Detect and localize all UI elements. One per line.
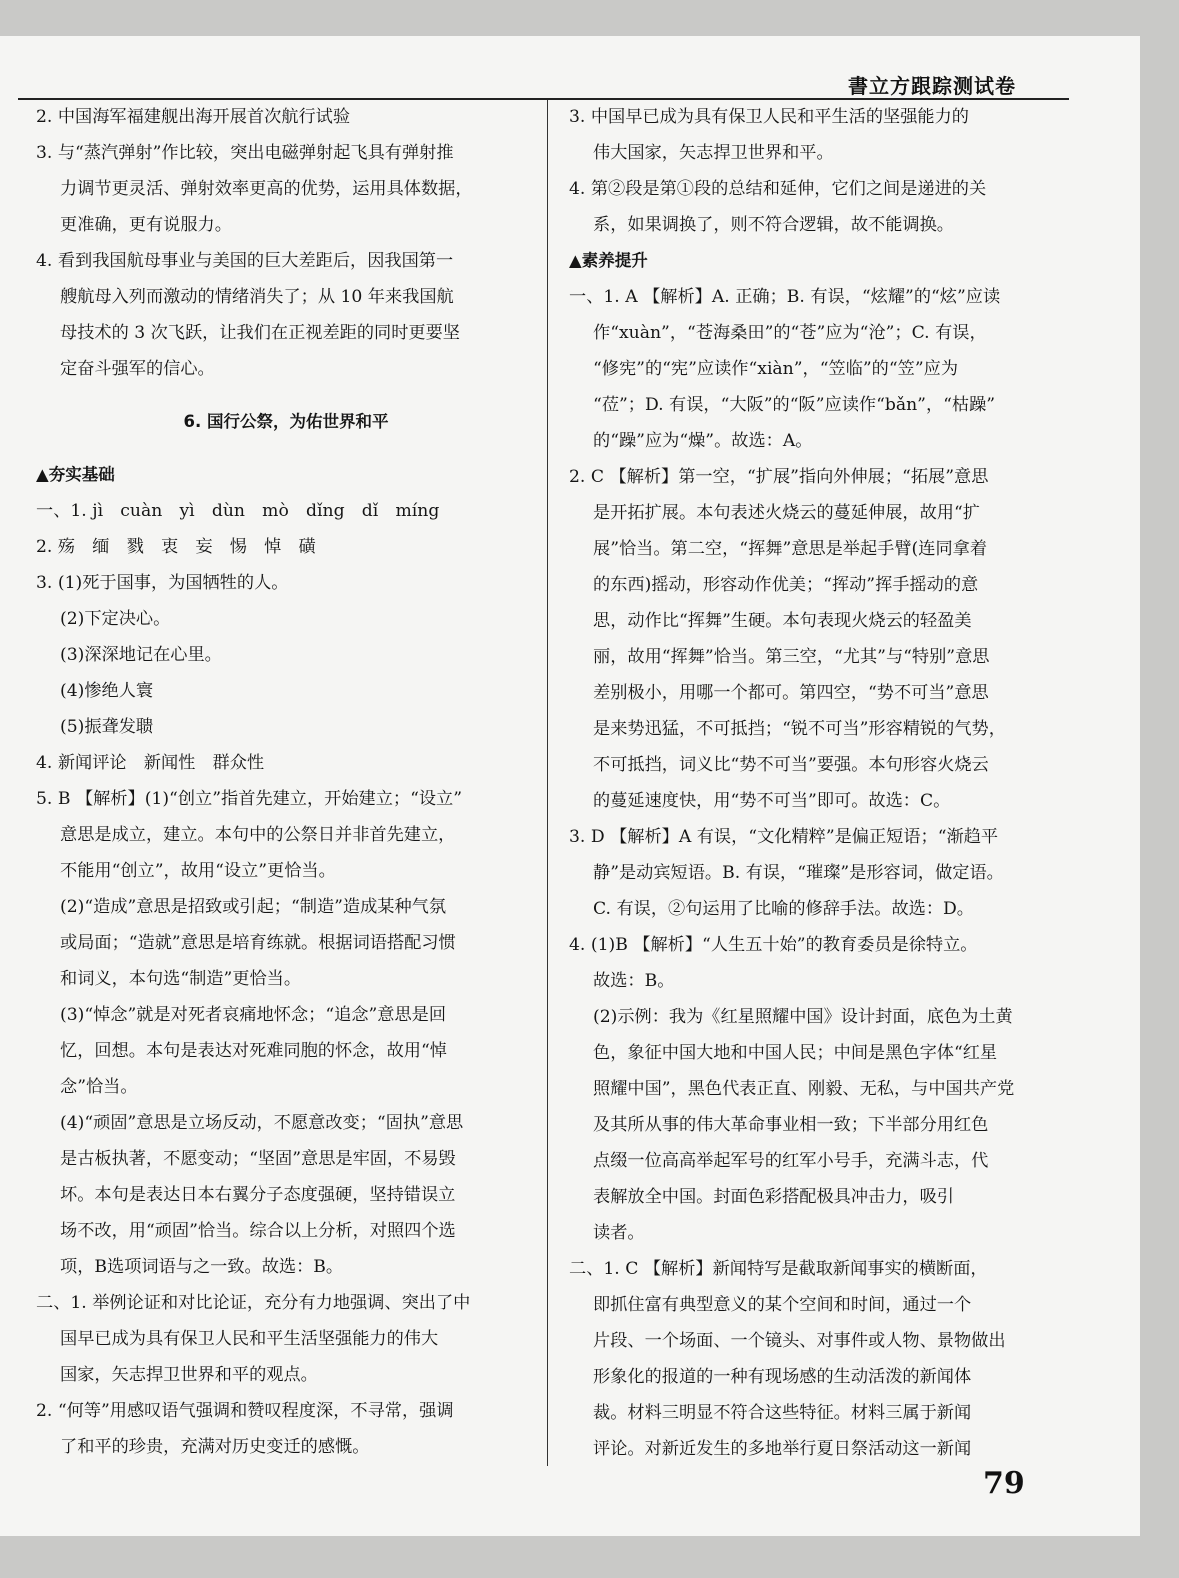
text-line: 2. C 【解析】第一空，“扩展”指向外伸展；“拓展”意思: [569, 467, 989, 487]
text-line: 坏。本句是表达日本右翼分子态度强硬，坚持错误立: [60, 1185, 456, 1205]
text-line: 一、1. A 【解析】A. 正确；B. 有误，“炫耀”的“炫”应读: [569, 287, 1001, 307]
text-line: 读者。: [593, 1223, 645, 1243]
text-line: 国早已成为具有保卫人民和平生活坚强能力的伟大: [60, 1329, 439, 1349]
header-title: 書立方跟踪测试卷: [848, 74, 1016, 98]
text-line: 定奋斗强军的信心。: [60, 359, 215, 379]
left-column: [36, 99, 536, 1465]
text-line: 二、1. 举例论证和对比论证，充分有力地强调、突出了中: [36, 1293, 471, 1313]
text-line: 思，动作比“挥舞”生硬。本句表现火烧云的轻盈美: [593, 611, 972, 631]
text-line: 4. 新闻评论 新闻性 群众性: [36, 753, 265, 773]
text-line: 2. “何等”用感叹语气强调和赞叹程度深，不寻常，强调: [36, 1401, 454, 1421]
text-line: (2)示例：我为《红星照耀中国》设计封面，底色为土黄: [593, 1007, 1013, 1027]
text-line: 忆，回想。本句是表达对死难同胞的怀念，故用“悼: [60, 1041, 447, 1061]
text-line: 的东西)摇动，形容动作优美；“挥动”挥手摇动的意: [593, 575, 979, 595]
text-line: 作“xuàn”，“苍海桑田”的“苍”应为“沧”；C. 有误，: [593, 323, 987, 343]
text-line: 场不改，用“顽固”恰当。综合以上分析，对照四个选: [60, 1221, 456, 1241]
text-line: 点缀一位高高举起军号的红军小号手，充满斗志，代: [593, 1151, 989, 1171]
text-line: 不能用“创立”，故用“设立”更恰当。: [60, 861, 336, 881]
text-line: 形象化的报道的一种有现场感的生动活泼的新闻体: [593, 1367, 972, 1387]
text-line: 是来势迅猛，不可抵挡；“锐不可当”形容精锐的气势，: [593, 719, 1006, 739]
column-divider: [547, 100, 548, 1466]
text-line: 静”是动宾短语。B. 有误，“璀璨”是形容词，做定语。: [593, 863, 1004, 883]
text-line: 和词义，本句选“制造”更恰当。: [60, 969, 302, 989]
text-line: 展”恰当。第二空，“挥舞”意思是举起手臂(连同拿着: [593, 539, 988, 559]
text-line: 项，B选项词语与之一致。故选：B。: [60, 1257, 344, 1277]
text-line: 不可抵挡，词义比“势不可当”要强。本句形容火烧云: [593, 755, 989, 775]
text-line: 评论。对新近发生的多地举行夏日祭活动这一新闻: [593, 1439, 972, 1459]
text-line: (2)“造成”意思是招致或引起；“制造”造成某种气氛: [60, 897, 447, 917]
text-line: 一、1. jì cuàn yì dùn mò dǐng dǐ míng: [36, 501, 440, 521]
text-line: 片段、一个场面、一个镜头、对事件或人物、景物做出: [593, 1331, 1006, 1351]
text-line: 艘航母入列而激动的情绪消失了；从 10 年来我国航: [60, 287, 454, 307]
text-line: “莅”；D. 有误，“大阪”的“阪”应读作“bǎn”，“枯躁”: [593, 395, 996, 415]
text-line: 念”恰当。: [60, 1077, 138, 1097]
page-number: 79: [983, 1466, 1025, 1501]
text-line: 是开拓扩展。本句表述火烧云的蔓延伸展，故用“扩: [593, 503, 980, 523]
text-line: 5. B 【解析】(1)“创立”指首先建立，开始建立；“设立”: [36, 789, 463, 809]
section-heading: ▲夯实基础: [36, 465, 115, 484]
text-line: (3)深深地记在心里。: [60, 645, 222, 665]
text-line: 2. 中国海军福建舰出海开展首次航行试验: [36, 107, 351, 127]
text-line: 意思是成立，建立。本句中的公祭日并非首先建立，: [60, 825, 456, 845]
section-heading: ▲素养提升: [569, 251, 648, 270]
text-line: 的蔓延速度快，用“势不可当”即可。故选：C。: [593, 791, 951, 811]
text-line: “修宪”的“宪”应读作“xiàn”，“笠临”的“笠”应为: [593, 359, 959, 379]
text-line: 2. 殇 缅 戮 衷 妄 惕 悼 磺: [36, 537, 316, 557]
text-line: 3. (1)死于国事，为国牺牲的人。: [36, 573, 289, 593]
text-line: 裁。材料三明显不符合这些特征。材料三属于新闻: [593, 1403, 972, 1423]
text-line: 3. 中国早已成为具有保卫人民和平生活的坚强能力的: [569, 107, 969, 127]
text-line: C. 有误，②句运用了比喻的修辞手法。故选：D。: [593, 899, 974, 919]
right-column: [569, 99, 1069, 1467]
text-line: 差别极小，用哪一个都可。第四空，“势不可当”意思: [593, 683, 989, 703]
text-line: 丽，故用“挥舞”恰当。第三空，“尤其”与“特别”意思: [593, 647, 990, 667]
text-line: 伟大国家，矢志捍卫世界和平。: [593, 143, 834, 163]
text-line: 了和平的珍贵，充满对历史变迁的感慨。: [60, 1437, 370, 1457]
text-line: 及其所从事的伟大革命事业相一致；下半部分用红色: [593, 1115, 989, 1135]
text-line: 力调节更灵活、弹射效率更高的优势，运用具体数据，: [60, 179, 473, 199]
text-line: 故选：B。: [593, 971, 675, 991]
text-line: 系，如果调换了，则不符合逻辑，故不能调换。: [593, 215, 954, 235]
text-line: 的“躁”应为“燥”。故选：A。: [593, 431, 813, 451]
text-line: 或局面；“造就”意思是培育练就。根据词语搭配习惯: [60, 933, 456, 953]
text-line: (2)下定决心。: [60, 609, 171, 629]
text-line: 是古板执著，不愿变动；“坚固”意思是牢固，不易毁: [60, 1149, 456, 1169]
text-line: 色，象征中国大地和中国人民；中间是黑色字体“红星: [593, 1043, 998, 1063]
spacer: [36, 387, 536, 404]
text-line: (4)“顽固”意思是立场反动，不愿意改变；“固执”意思: [60, 1113, 464, 1133]
text-line: 国家，矢志捍卫世界和平的观点。: [60, 1365, 318, 1385]
text-line: (4)惨绝人寰: [60, 681, 154, 701]
lesson-title: 6. 国行公祭，为佑世界和平: [183, 412, 389, 431]
text-line: 母技术的 3 次飞跃，让我们在正视差距的同时更要坚: [60, 323, 460, 343]
text-line: 二、1. C 【解析】新闻特写是截取新闻事实的横断面，: [569, 1259, 988, 1279]
text-line: 照耀中国”，黑色代表正直、刚毅、无私，与中国共产党: [593, 1079, 1015, 1099]
text-line: 更准确，更有说服力。: [60, 215, 232, 235]
spacer: [36, 440, 536, 457]
text-line: 即抓住富有典型意义的某个空间和时间，通过一个: [593, 1295, 972, 1315]
text-line: 4. 第②段是第①段的总结和延伸，它们之间是递进的关: [569, 179, 987, 199]
text-line: (3)“悼念”就是对死者哀痛地怀念；“追念”意思是回: [60, 1005, 447, 1025]
text-line: (5)振聋发聩: [60, 717, 154, 737]
text-line: 4. (1)B 【解析】“人生五十始”的教育委员是徐特立。: [569, 935, 978, 955]
text-line: 3. 与“蒸汽弹射”作比较，突出电磁弹射起飞具有弹射推: [36, 143, 454, 163]
text-line: 4. 看到我国航母事业与美国的巨大差距后，因我国第一: [36, 251, 454, 271]
text-line: 3. D 【解析】A 有误，“文化精粹”是偏正短语；“渐趋平: [569, 827, 999, 847]
text-line: 表解放全中国。封面色彩搭配极具冲击力，吸引: [593, 1187, 954, 1207]
